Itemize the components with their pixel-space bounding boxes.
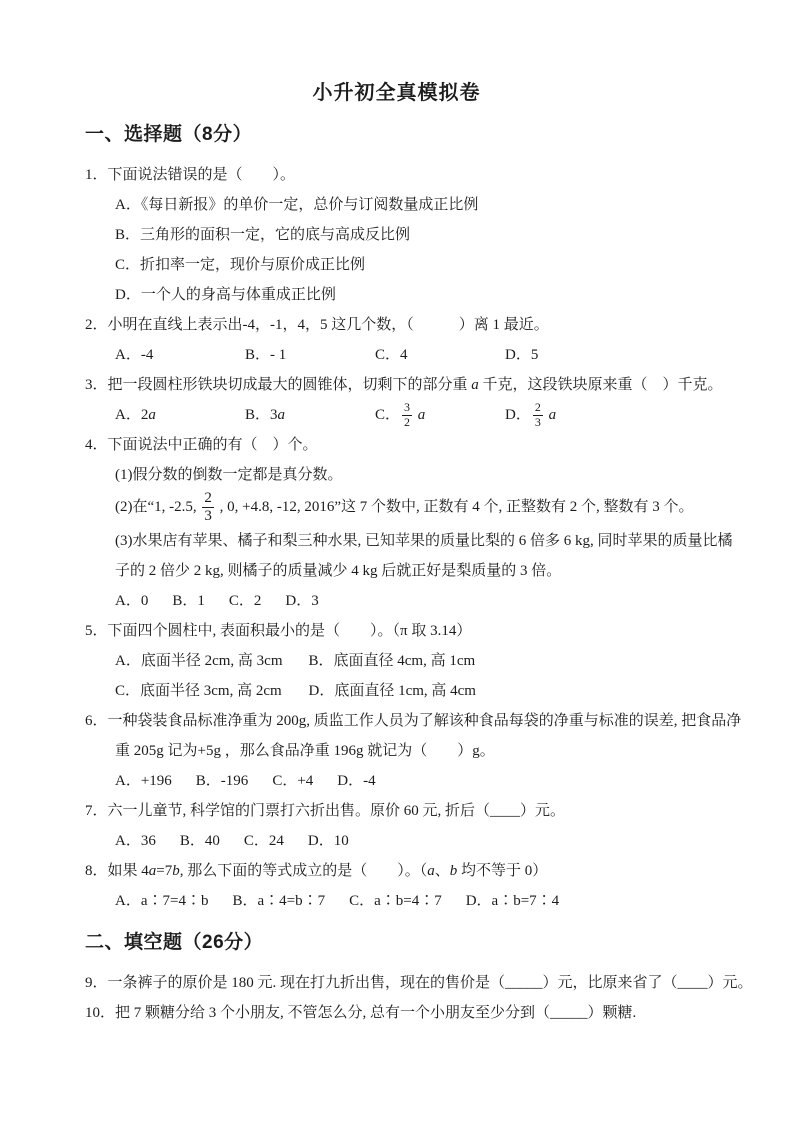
option: B．三角形的面积一定，它的底与高成反比例: [115, 227, 411, 243]
question-stem: 6．一种袋装食品标准净重为 200g, 质监工作人员为了解该种食品每袋的净重与标准的误差, 把食品净 重 205g 记为+5g ，那么食品净重 196g 就记为（ ）g。: [85, 712, 742, 759]
question: [85, 998, 775, 1028]
option: D． $\frac{2}{3}$ a: [505, 400, 557, 430]
option: C．a∶b=4∶7: [349, 892, 442, 909]
question: [85, 706, 775, 796]
section-questions: [85, 160, 775, 916]
option: B．-196: [195, 772, 249, 789]
fraction: $\frac{2}{3}$: [204, 490, 212, 525]
question: [85, 430, 775, 616]
option: A．2a: [115, 407, 156, 423]
option: B．3a: [245, 407, 286, 423]
question-options: [115, 826, 775, 856]
section-choice: [85, 120, 775, 916]
question-stem: 3．把一段圆柱形铁块切成最大的圆锥体，切剩下的部分重 a 千克，这段铁块原来重（ ）千克。: [85, 377, 723, 393]
question-subitem: (1)假分数的倒数一定都是真分数。: [115, 467, 343, 483]
option: A．-4: [115, 347, 154, 363]
option: C．+4: [272, 772, 314, 789]
question-subitem: (3)水果店有苹果、橘子和梨三种水果, 已知苹果的质量比梨的 6 倍多 6 kg, 同时苹果的质量比橘 子的 2 倍少 2 kg, 则橘子的质量减少 4 kg 后就正好是梨质量的 3 倍。: [115, 532, 733, 579]
section-heading: 一、选择题（8分）: [85, 124, 253, 145]
option: C．2: [228, 592, 262, 609]
section-heading: 二、填空题（26分）: [85, 931, 264, 953]
option: C．底面半径 3cm, 高 2cm: [115, 682, 282, 699]
option: A．底面半径 2cm, 高 3cm: [115, 652, 283, 669]
option: B．1: [172, 592, 205, 609]
option: D．-4: [337, 772, 376, 789]
question: [85, 796, 775, 856]
question-options: [115, 586, 775, 616]
section-questions: [85, 968, 775, 1028]
question: [85, 616, 775, 706]
option: C．4: [375, 347, 408, 363]
option: C．24: [243, 832, 284, 849]
question-stem: 8．如果 4a=7b, 那么下面的等式成立的是（ ）。（a、b 均不等于 0）: [85, 862, 548, 879]
question: [85, 310, 775, 370]
option: D．10: [307, 832, 349, 849]
question-options: [115, 646, 476, 706]
question-stem: 1．下面说法错误的是（ ）。: [85, 167, 296, 183]
question-options: [115, 340, 775, 370]
question-options: [115, 400, 775, 430]
option: C． $\frac{3}{2}$ a: [375, 400, 426, 430]
option: D．一个人的身高与体重成正比例: [115, 287, 336, 303]
question-stem: 2．小明在直线上表示出-4，-1，4，5 这几个数，（ ）离 1 最近。: [85, 317, 549, 333]
option: C．折扣率一定，现价与原价成正比例: [115, 257, 366, 273]
section-fill-blank: [85, 928, 775, 1028]
question-stem: 10．把 7 颗糖分给 3 个小朋友, 不管怎么分, 总有一个小朋友至少分到（_____）颗糖.: [85, 1004, 637, 1021]
option: A．《每日新报》的单价一定，总价与订阅数量成正比例: [115, 197, 479, 213]
fraction: $\frac{3}{2}$: [404, 400, 411, 430]
question-options: [115, 766, 775, 796]
question-stem: 5．下面四个圆柱中, 表面积最小的是（ ）。（π 取 3.14）: [85, 622, 472, 639]
doc-title: 小升初全真模拟卷: [312, 82, 481, 104]
fraction: $\frac{2}{3}$: [534, 400, 541, 430]
question-options: [115, 190, 775, 310]
option: D．5: [505, 347, 539, 363]
option: B．40: [179, 832, 220, 849]
question-stem: 4．下面说法中正确的有（ ）个。: [85, 437, 318, 453]
option: D．3: [285, 592, 319, 609]
question-stem: 9．一条裤子的原价是 180 元. 现在打九折出售，现在的售价是（_____）元，比原来省了（____）元。: [85, 974, 753, 991]
question: [85, 856, 775, 916]
option: A．36: [115, 832, 156, 849]
question-options: [115, 886, 775, 916]
question: [85, 370, 775, 430]
option: A．+196: [115, 772, 172, 789]
option: A．a∶7=4∶b: [115, 892, 209, 909]
option: B．- 1: [245, 347, 287, 363]
option: A．0: [115, 592, 149, 609]
option: D．a∶b=7∶4: [465, 892, 560, 909]
question-subitem: (2)在“1, -2.5, $\frac{2}{3}$ , 0, +4.8, -12, 2016”这 7 个数中, 正数有 4 个, 正整数有 2 个, 整数有 3 个。: [115, 490, 694, 525]
question-stem: 7．六一儿童节, 科学馆的门票打六折出售。原价 60 元, 折后（____）元。: [85, 802, 566, 819]
question: [85, 968, 775, 998]
option: D．底面直径 1cm, 高 4cm: [308, 682, 476, 699]
option: B．底面直径 4cm, 高 1cm: [308, 652, 476, 669]
option: B．a∶4=b∶7: [232, 892, 326, 909]
question: [85, 160, 775, 310]
